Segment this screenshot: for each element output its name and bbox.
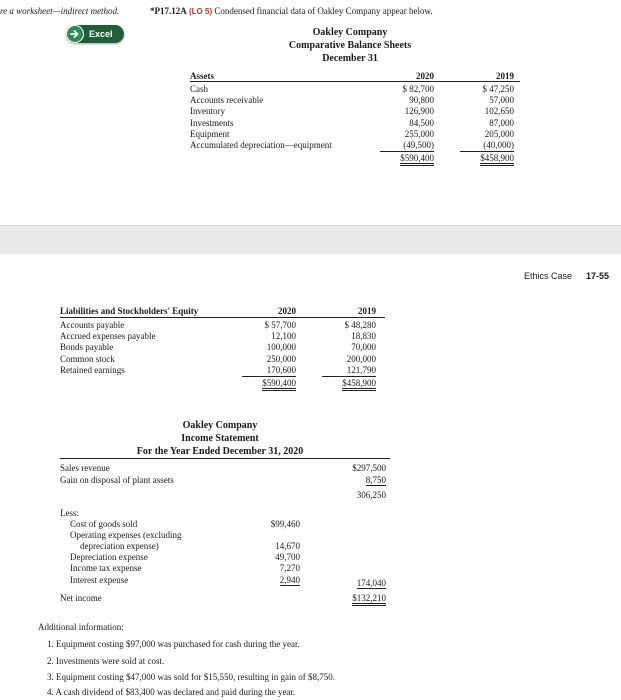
liabilities-2020-values <box>242 320 296 377</box>
liabilities-header: Liabilities and Stockholders' Equity <box>60 306 199 316</box>
liability-value-2020: 170,600 <box>242 365 296 377</box>
learning-objective: (LO 5) <box>189 7 213 16</box>
asset-value-2020: (49,500) <box>380 140 434 152</box>
page-number: 17-55 <box>586 271 610 281</box>
liab-year-2019: 2019 <box>358 306 376 316</box>
asset-label: Cash <box>190 84 208 94</box>
bs-title: Comparative Balance Sheets <box>288 40 412 51</box>
bs-company: Oakley Company <box>312 27 388 38</box>
liability-value-2020: $ 57,700 <box>264 320 296 330</box>
assets-labels <box>190 84 390 151</box>
asset-value-2019: 87,000 <box>489 117 514 128</box>
asset-value-2020: 126,900 <box>404 106 434 117</box>
problem-description: Condensed financial data of Oakley Company appear below. <box>214 6 433 16</box>
liability-value-2020: 250,000 <box>266 353 296 364</box>
expense-label: Income tax expense <box>70 563 142 573</box>
asset-value-2019: 102,650 <box>484 106 514 117</box>
expense-value: 49,700 <box>275 552 300 562</box>
bs-date: December 31 <box>322 53 378 64</box>
asset-label: Inventory <box>190 106 225 117</box>
liabilities-total-2020: $590,400 <box>242 378 296 388</box>
assets-2020-values <box>380 84 434 152</box>
sales-label: Sales revenue <box>60 463 110 473</box>
asset-value-2019: (40,000) <box>460 140 514 152</box>
asset-value-2020: 255,000 <box>404 128 434 139</box>
expense-label: depreciation expense) <box>80 541 159 551</box>
expenses-total: 174,040 <box>356 578 386 588</box>
asset-value-2019: 205,000 <box>484 128 514 139</box>
expense-value: 2,940 <box>279 575 300 585</box>
liability-label: Accrued expenses payable <box>60 331 156 342</box>
asset-value-2020: $ 82,700 <box>402 84 434 94</box>
liability-value-2019: 200,000 <box>346 353 376 364</box>
expense-value: 14,670 <box>275 541 300 551</box>
is-rule <box>60 458 390 459</box>
additional-item: 3. Equipment costing $47,000 was sold for $15,550, resulting in gain of $8,750. <box>47 672 335 682</box>
expense-label: Cost of goods sold <box>70 519 138 529</box>
asset-label: Investments <box>190 117 234 128</box>
expense-label: Interest expense <box>70 575 129 585</box>
additional-heading: Additional information: <box>38 622 124 632</box>
liability-label: Common stock <box>60 353 115 364</box>
net-income-label: Net income <box>60 593 102 603</box>
gain-label: Gain on disposal of plant assets <box>60 475 174 485</box>
gain-value: 8,750 <box>365 475 386 485</box>
liability-label: Retained earnings <box>60 364 125 375</box>
expense-value: 7,270 <box>279 563 300 573</box>
excel-button[interactable] <box>66 25 124 43</box>
asset-label: Equipment <box>190 128 230 139</box>
liab-year-2020: 2020 <box>278 306 296 316</box>
additional-item: 2. Investments were sold at cost. <box>47 656 165 666</box>
page-separator <box>0 225 621 255</box>
liability-value-2020: 100,000 <box>266 342 296 353</box>
problem-star: * <box>150 6 155 16</box>
method-text: re a worksheet—indirect method. <box>0 6 120 16</box>
bs-year-2020: 2020 <box>416 71 434 81</box>
expense-label: Depreciation expense <box>70 552 148 562</box>
liability-value-2020: 12,100 <box>271 331 296 342</box>
less-label: Less: <box>60 508 79 518</box>
problem-id: P17.12A <box>154 6 187 16</box>
liabilities-rule <box>60 317 385 318</box>
excel-button-label: Excel <box>89 29 113 39</box>
is-title: Income Statement <box>181 433 259 444</box>
liability-label: Bonds payable <box>60 342 114 353</box>
liability-value-2019: 18,830 <box>351 331 376 342</box>
additional-item: 1. Equipment costing $97,000 was purchased for cash during the year. <box>47 639 300 649</box>
assets-header: Assets <box>190 71 214 81</box>
asset-label: Accounts receivable <box>190 95 264 106</box>
bs-year-2019: 2019 <box>496 71 514 81</box>
net-income-value: $132,210 <box>330 593 386 603</box>
ethics-case-label: Ethics Case <box>524 271 573 281</box>
assets-total-2020: $590,400 <box>380 153 434 163</box>
expense-value: $99,460 <box>270 519 300 529</box>
liabilities-total-2019: $458,900 <box>322 378 376 388</box>
liability-label: Accounts payable <box>60 320 125 330</box>
liabilities-labels <box>60 320 250 376</box>
revenue-subtotal: 306,250 <box>356 490 386 500</box>
problem-heading <box>150 6 433 16</box>
asset-value-2020: 90,800 <box>409 95 434 106</box>
assets-total-2019: $458,900 <box>460 153 514 163</box>
additional-item: 4. A cash dividend of $83,400 was declared and paid during the year. <box>47 687 296 697</box>
assets-rule <box>190 81 520 82</box>
liabilities-2019-values <box>322 320 376 377</box>
liability-value-2019: 121,790 <box>322 365 376 377</box>
liability-value-2019: 70,000 <box>351 342 376 353</box>
arrow-right-icon <box>66 25 84 43</box>
asset-label: Accumulated depreciation—equipment <box>190 139 332 150</box>
sales-value: $297,500 <box>352 463 386 473</box>
expense-label: Operating expenses (excluding <box>70 530 182 540</box>
assets-2019-values <box>460 84 514 152</box>
asset-value-2020: 84,500 <box>409 117 434 128</box>
is-period: For the Year Ended December 31, 2020 <box>136 446 304 457</box>
liability-value-2019: $ 48,280 <box>344 320 376 330</box>
asset-value-2019: $ 47,250 <box>482 84 514 94</box>
asset-value-2019: 57,000 <box>489 95 514 106</box>
is-company: Oakley Company <box>182 420 258 431</box>
